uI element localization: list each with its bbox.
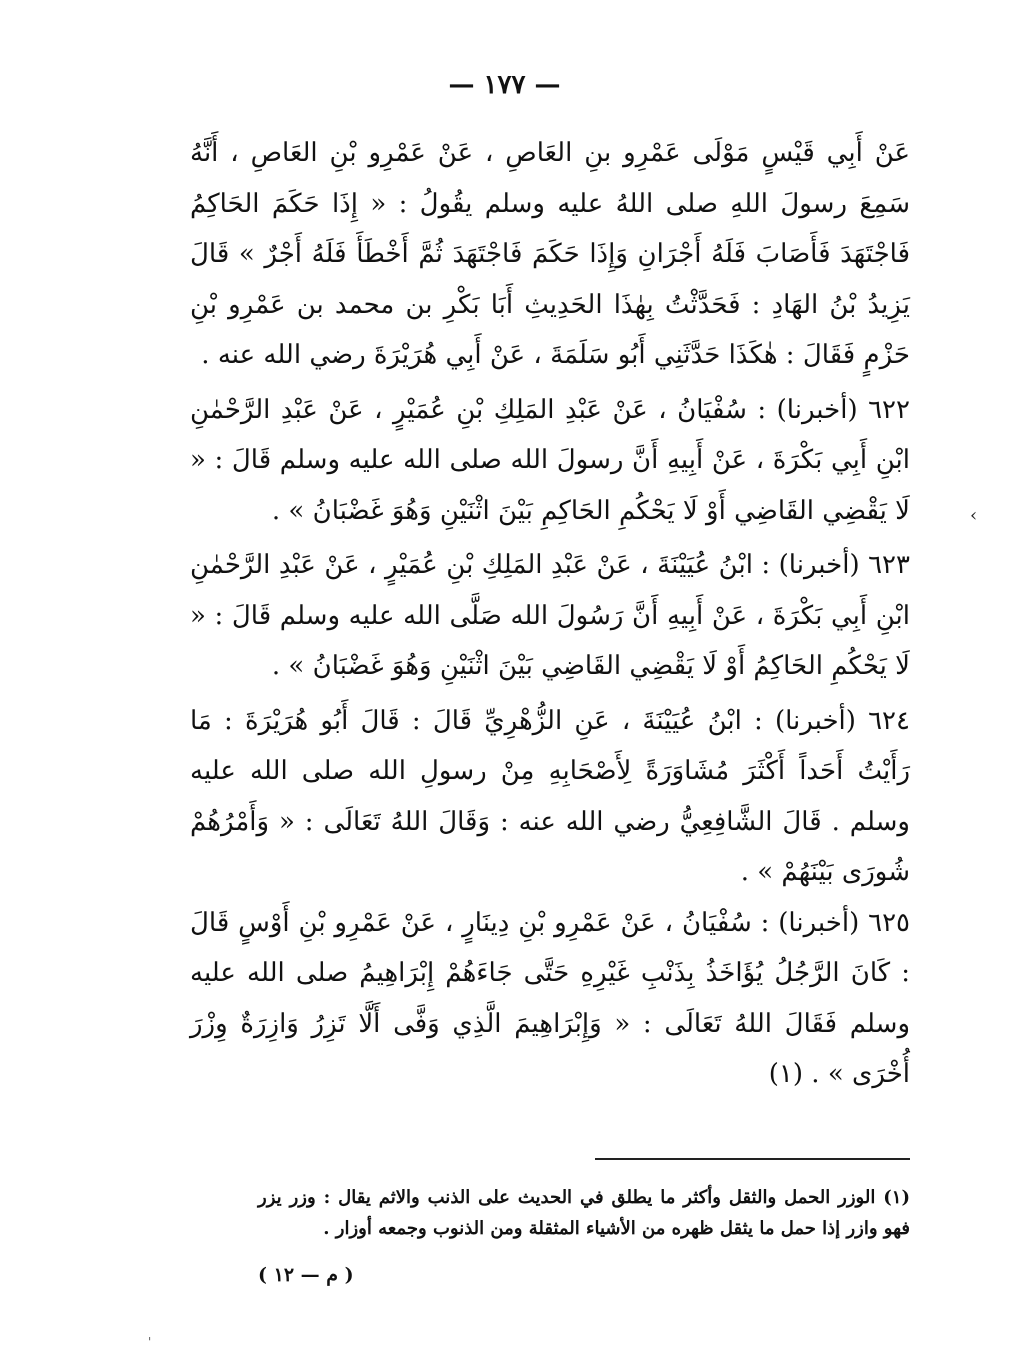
page-number: — ١٧٧ — [448,70,561,100]
hadith-text [190,128,910,1100]
hadith-number: ٦٢٤ [868,705,910,736]
scan-mark: ' [148,1335,152,1349]
paragraph-intro [190,128,910,381]
hadith-622 [190,385,910,537]
hadith-number: ٦٢٥ [868,907,911,938]
paragraph-text: (أخبرنا) : ابْنُ عُيَيْنَةَ ، عَنْ عَبْدِ المَلِكِ بْنِ عُمَيْرٍ ، عَنْ عَبْدِ الرَّحْمٰنِ ابْنِ أَبِي بَكْرَةَ ، عَنْ أَبِيهِ أَنَّ رَسُولَ الله صَلَّى الله عليه وسلم قَالَ : « لَا يَحْكُمِ الحَاكِمُ أَوْ لَا يَقْضِي القَاضِي بَيْنَ اثْنَيْنِ وَهُوَ غَضْبَانُ » . [190,550,910,681]
hadith-number: ٦٢٢ [868,394,910,425]
paragraph-text: عَنْ أَبِي قَيْسٍ مَوْلَى عَمْرِو بنِ العَاصِ ، عَنْ عَمْرِو بْنِ العَاصِ ، أَنَّهُ سَمِعَ رسولَ اللهِ صلى اللهُ عليه وسلم يقُولُ : « إِذَا حَكَمَ الحَاكِمُ فَاجْتَهَدَ فَأَصَابَ فَلَهُ أَجْرَانِ وَإِذَا حَكَمَ فَاجْتَهَدَ ثُمَّ أَخْطَأَ فَلَهُ أَجْرٌ » قَالَ يَزِيدُ بْنُ الهَادِ : فَحَدَّثْتُ بِهٰذَا الحَدِيثِ أَبَا بَكْرِ بن محمد بن عَمْرِو بْنِ حَزْمٍ فَقَالَ : هٰكَذَا حَدَّثَنِي أَبُو سَلَمَةَ ، عَنْ أَبِي هُرَيْرَةَ رضي الله عنه . [190,138,910,370]
footnote: (١) الوزر الحمل والثقل وأكثر ما يطلق في الحديث على الذنب والاثم يقال : وزر يزر فهو وازر إذا حمل ما يثقل ظهره من الأشياء المثقلة ومن الذنوب وجمعه أوزار . [258,1187,910,1239]
paragraph-text: (أخبرنا) : سُفْيَانُ ، عَنْ عَمْرِو بْنِ دِينَارٍ ، عَنْ عَمْرِو بْنِ أَوْسٍ قَالَ : كَانَ الرَّجُلُ يُؤَاخَذُ بِذَنْبِ غَيْرِهِ حَتَّى جَاءَهُمْ إِبْرَاهِيمُ صلى الله عليه وسلم فَقَالَ اللهُ تَعَالَى : « وَإِبْرَاهِيمَ الَّذِي وَفَّى أَلَّا تَزِرُ وَازِرَةٌ وِزْرَ أُخْرَى » . (١) [190,907,910,1089]
signature-mark: ( م — ١٢ ) [258,1264,354,1286]
footnote-divider [595,1158,910,1160]
margin-mark: ‹ [970,505,978,526]
hadith-623 [190,540,910,692]
paragraph-text: (أخبرنا) : ابْنُ عُيَيْنَةَ ، عَنِ الزُّهْرِيِّ قَالَ : قَالَ أَبُو هُرَيْرَةَ : مَا رَأَيْتُ أَحَداً أَكْثَرَ مُشَاوَرَةً لِأَصْحَابِهِ مِنْ رسولِ الله صلى الله عليه وسلم . قَالَ الشَّافِعِيُّ رضي الله عنه : وَقَالَ اللهُ تَعَالَى : « وَأَمْرُهُمْ شُورَى بَيْنَهُمْ » . [190,705,910,887]
paragraph-text: (أخبرنا) : سُفْيَانُ ، عَنْ عَبْدِ المَلِكِ بْنِ عُمَيْرٍ ، عَنْ عَبْدِ الرَّحْمٰنِ ابْنِ أَبِي بَكْرَةَ ، عَنْ أَبِيهِ أَنَّ رسولَ الله صلى الله عليه وسلم قَالَ : « لَا يَقْضِي القَاضِي أَوْ لَا يَحْكُمِ الحَاكِمِ بَيْنَ اثْنَيْنِ وَهُوَ غَضْبَانُ » . [190,394,910,526]
hadith-625 [190,898,910,1100]
hadith-624 [190,696,910,898]
hadith-number: ٦٢٣ [868,550,910,580]
